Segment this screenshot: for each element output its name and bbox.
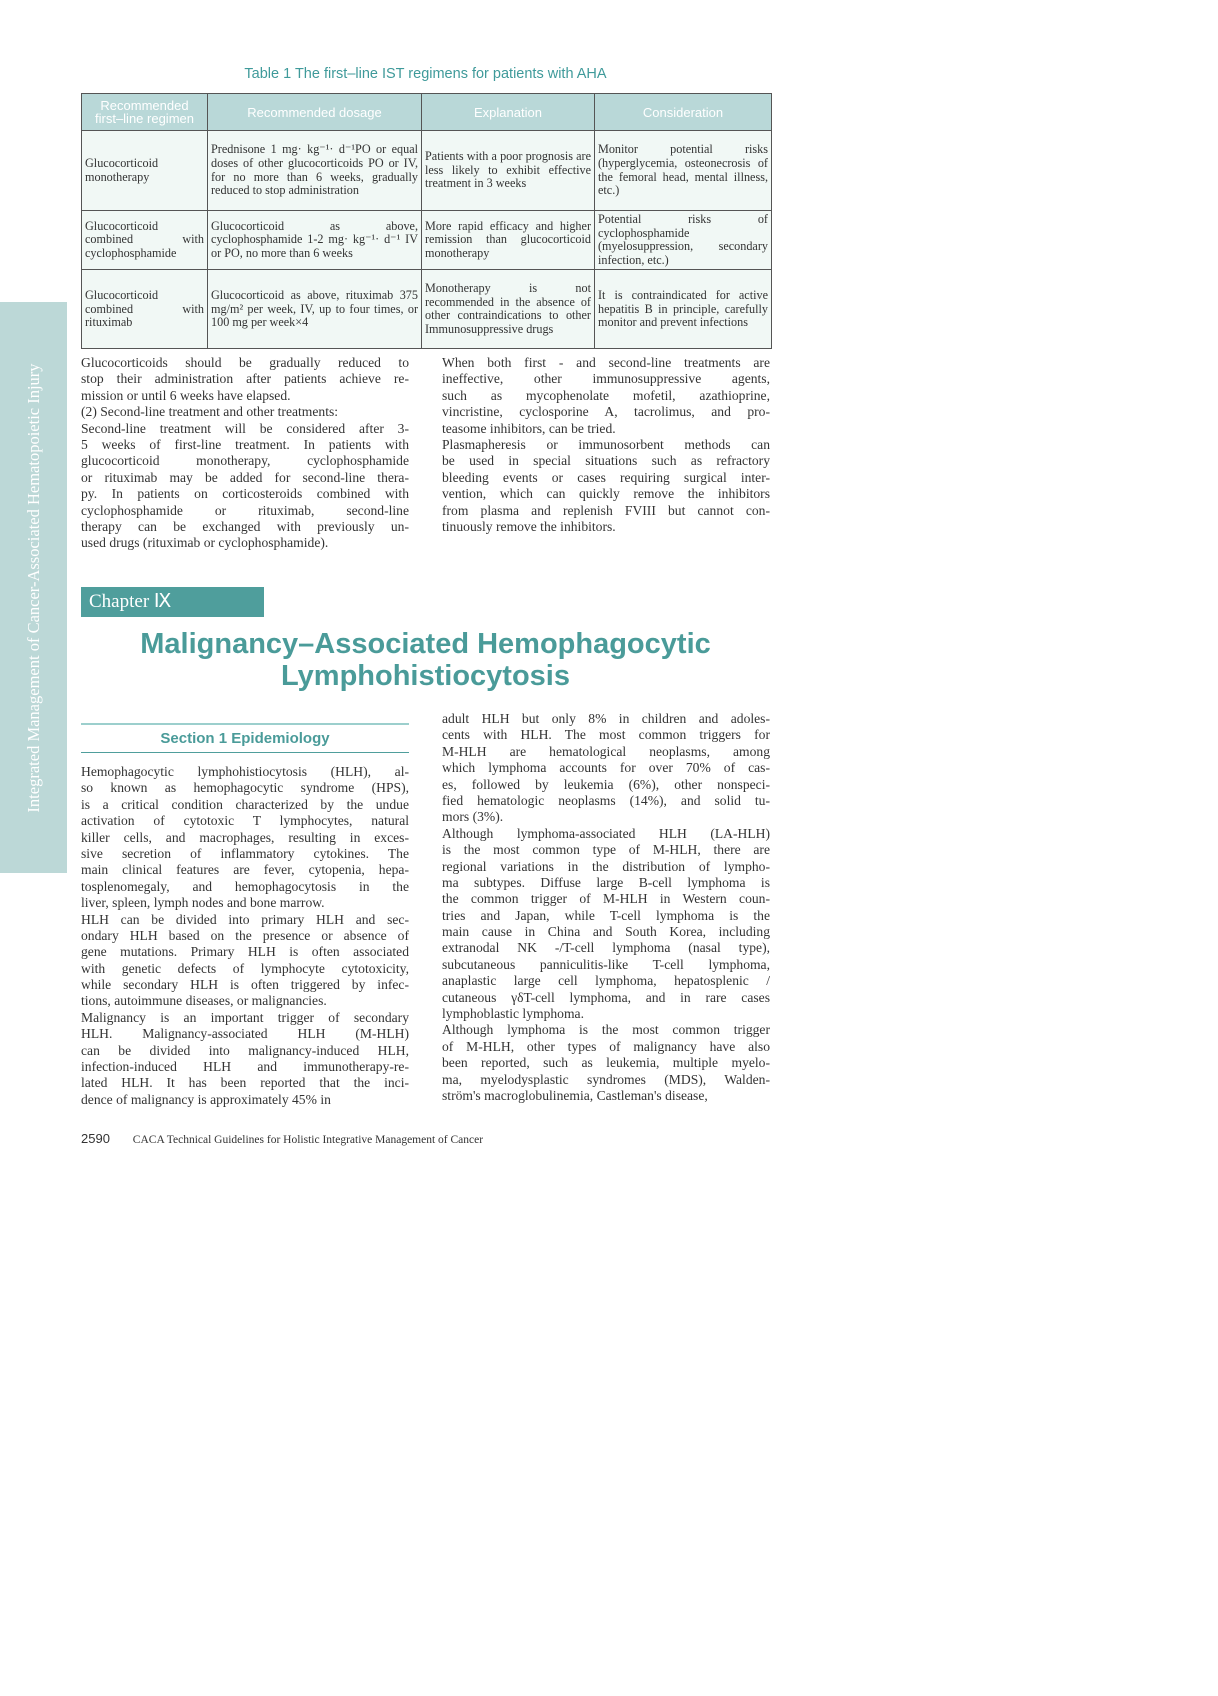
text-line: while secondary HLH is often triggered by infec- — [81, 977, 409, 993]
text-line: (2) Second-line treatment and other treatments: — [81, 404, 339, 420]
text-line: such as mycophenolate mofetil, azathioprine, — [442, 387, 770, 403]
side-tab-label: Integrated Management of Cancer-Associated Hematopoietic Injury — [23, 362, 43, 813]
text-line: gene mutations. Primary HLH is often associated — [81, 944, 409, 960]
text-line: the common trigger of M-HLH in Western coun- — [442, 891, 770, 907]
text-line: ma, myelodysplastic syndromes (MDS), Walden- — [442, 1071, 770, 1087]
table-row — [82, 131, 772, 211]
text-line: mission or until 6 weeks have elapsed. — [81, 387, 291, 403]
text-line: ma subtypes. Diffuse large B-cell lymphoma is — [442, 874, 770, 890]
section-heading: Section 1 Epidemiology — [81, 723, 409, 753]
text-line: adult HLH but only 8% in children and adoles- — [442, 711, 770, 726]
text-line: with genetic defects of lymphocyte cytotoxicity, — [81, 960, 409, 976]
table-cell: Glucocorticoid combined with cyclophosphamide — [82, 211, 208, 270]
table-row — [82, 270, 772, 349]
table-cell: It is contraindicated for active hepatitis B in principle, carefully monitor and prevent infections — [595, 270, 772, 349]
column-header: Consideration — [595, 94, 772, 131]
chapter-label: Chapter Ⅸ — [81, 587, 264, 617]
text-line: es, followed by leukemia (6%), other nonspeci- — [442, 776, 770, 792]
text-line: tinuously remove the inhibitors. — [442, 518, 616, 534]
text-line: so known as hemophagocytic syndrome (HPS), — [81, 780, 409, 796]
paragraph — [81, 421, 409, 552]
table-row — [82, 211, 772, 270]
table-cell: Potential risks of cyclophosphamide (myelosuppression, secondary infection, etc.) — [595, 211, 772, 270]
text-line: cents with HLH. The most common triggers for — [442, 727, 770, 743]
lower-left-column — [81, 764, 409, 1108]
text-line: been reported, such as leukemia, multiple myelo- — [442, 1055, 770, 1071]
chapter-title-line: Lymphohistiocytosis — [281, 660, 570, 692]
text-line: from plasma and replenish FVIII but cannot con- — [442, 502, 770, 518]
upper-left-column — [81, 355, 409, 552]
text-line: vincristine, cyclosporine A, tacrolimus, and pro- — [442, 404, 770, 420]
text-line: mors (3%). — [442, 809, 504, 825]
text-line: tions, autoimmune diseases, or malignancies. — [81, 993, 327, 1009]
text-line: is the most common type of M-HLH, there are — [442, 842, 770, 858]
table-cell: Monotherapy is not recommended in the absence of other contraindications to other Immunosuppressive drugs — [422, 270, 595, 349]
table-cell: Patients with a poor prognosis are less likely to exhibit effective treatment in 3 weeks — [422, 131, 595, 211]
table-cell: More rapid efficacy and higher remission than glucocorticoid monotherapy — [422, 211, 595, 270]
paragraph — [81, 1010, 409, 1108]
text-line: Although lymphoma is the most common trigger — [442, 1022, 770, 1038]
text-line: be used in special situations such as refractory — [442, 453, 770, 469]
chapter-title-line: Malignancy–Associated Hemophagocytic — [140, 628, 711, 660]
text-line: activation of cytotoxic T lymphocytes, natural — [81, 813, 409, 829]
column-header: Recommended dosage — [208, 94, 422, 131]
text-line: glucocorticoid monotherapy, cyclophosphamide — [81, 453, 409, 469]
text-line: Glucocorticoids should be gradually reduced to — [81, 355, 409, 370]
text-line: used drugs (rituximab or cyclophosphamide). — [81, 535, 329, 551]
text-line: of M-HLH, other types of malignancy have also — [442, 1038, 770, 1054]
table-cell: Prednisone 1 mg· kg⁻¹· d⁻¹PO or equal doses of other glucocorticoids PO or IV, for no more than 6 weeks, gradually reduced to stop administration — [208, 131, 422, 211]
table-cell: Glucocorticoid monotherapy — [82, 131, 208, 211]
text-line: infection-induced HLH and immunotherapy-re- — [81, 1059, 409, 1075]
paragraph — [81, 764, 409, 912]
text-line: Plasmapheresis or immunosorbent methods can — [442, 436, 770, 452]
text-line: cyclophosphamide or rituximab, second-line — [81, 502, 409, 518]
paragraph — [442, 355, 770, 437]
lower-right-column — [442, 711, 770, 1104]
table-cell: Monitor potential risks (hyperglycemia, osteonecrosis of the femoral head, mental illness, etc.) — [595, 131, 772, 211]
text-line: lated HLH. It has been reported that the inci- — [81, 1075, 409, 1091]
table-header-row — [82, 94, 772, 131]
text-line: teasome inhibitors, can be tried. — [442, 420, 616, 436]
text-line: Second-line treatment will be considered after 3- — [81, 420, 409, 436]
page-footer — [81, 1131, 483, 1146]
text-line: tosplenomegaly, and hemophagocytosis in the — [81, 878, 409, 894]
upper-right-column — [442, 355, 770, 535]
text-line: ondary HLH based on the presence or absence of — [81, 927, 409, 943]
text-line: subcutaneous panniculitis-like T-cell lymphoma, — [442, 956, 770, 972]
text-line: HLH. Malignancy-associated HLH (M-HLH) — [81, 1026, 409, 1042]
text-line: HLH can be divided into primary HLH and sec- — [81, 911, 409, 927]
text-line: main clinical features are fever, cytopenia, hepa- — [81, 862, 409, 878]
text-line: bleeding events or cases requiring surgical inter- — [442, 469, 770, 485]
paragraph — [81, 355, 409, 404]
text-line: M-HLH are hematological neoplasms, among — [442, 743, 770, 759]
text-line: 5 weeks of first-line treatment. In patients with — [81, 436, 409, 452]
text-line: ström's macroglobulinemia, Castleman's disease, — [442, 1087, 708, 1103]
text-line: tries and Japan, while T-cell lymphoma is the — [442, 907, 770, 923]
text-line: main cause in China and South Korea, including — [442, 924, 770, 940]
text-line: Although lymphoma-associated HLH (LA-HLH) — [442, 825, 770, 841]
text-line: stop their administration after patients achieve re- — [81, 371, 409, 387]
paragraph — [442, 826, 770, 1023]
text-line: lymphoblastic lymphoma. — [442, 1006, 584, 1022]
text-line: vention, which can quickly remove the inhibitors — [442, 486, 770, 502]
table-cell: Glucocorticoid as above, cyclophosphamide 1-2 mg· kg⁻¹· d⁻¹ IV or PO, no more than 6 weeks — [208, 211, 422, 270]
text-line: regional variations in the distribution of lympho- — [442, 858, 770, 874]
paragraph — [81, 912, 409, 1010]
text-line: Hemophagocytic lymphohistiocytosis (HLH), al- — [81, 764, 409, 779]
paragraph — [442, 437, 770, 535]
text-line: cutaneous γδT-cell lymphoma, and in rare cases — [442, 989, 770, 1005]
table-cell: Glucocorticoid combined with rituximab — [82, 270, 208, 349]
text-line: can be divided into malignancy-induced HLH, — [81, 1042, 409, 1058]
text-line: dence of malignancy is approximately 45% in — [81, 1091, 331, 1107]
text-line: Malignancy is an important trigger of secondary — [81, 1009, 409, 1025]
side-tab — [0, 302, 67, 873]
column-header: Recommended first–line regimen — [82, 94, 208, 131]
text-line: killer cells, and macrophages, resulting in exces- — [81, 829, 409, 845]
text-line: therapy can be exchanged with previously un- — [81, 518, 409, 534]
running-title: CACA Technical Guidelines for Holistic Integrative Management of Cancer — [132, 1134, 484, 1146]
paragraph — [442, 711, 770, 826]
regimen-table — [81, 93, 772, 349]
text-line: ineffective, other immunosuppressive agents, — [442, 371, 770, 387]
text-line: py. In patients on corticosteroids combined with — [81, 486, 409, 502]
text-line: or rituximab may be added for second-line thera- — [81, 469, 409, 485]
text-line: sive secretion of inflammatory cytokines. The — [81, 845, 409, 861]
page-number: 2590 — [81, 1131, 110, 1146]
table-cell: Glucocorticoid as above, rituximab 375 mg/m² per week, IV, up to four times, or 100 mg per week×4 — [208, 270, 422, 349]
text-line: When both first - and second-line treatments are — [442, 355, 770, 370]
text-line: anaplastic large cell lymphoma, hepatosplenic / — [442, 973, 770, 989]
text-line: which lymphoma accounts for over 70% of cas- — [442, 760, 770, 776]
text-line: is a critical condition characterized by the undue — [81, 796, 409, 812]
column-header: Explanation — [422, 94, 595, 131]
table-caption: Table 1 The first–line IST regimens for patients with AHA — [244, 66, 607, 82]
paragraph — [81, 404, 409, 420]
chapter-title — [81, 628, 770, 692]
text-line: liver, spleen, lymph nodes and bone marrow. — [81, 895, 325, 911]
text-line: extranodal NK -/T-cell lymphoma (nasal type), — [442, 940, 770, 956]
paragraph — [442, 1022, 770, 1104]
text-line: fied hematologic neoplasms (14%), and solid tu- — [442, 792, 770, 808]
